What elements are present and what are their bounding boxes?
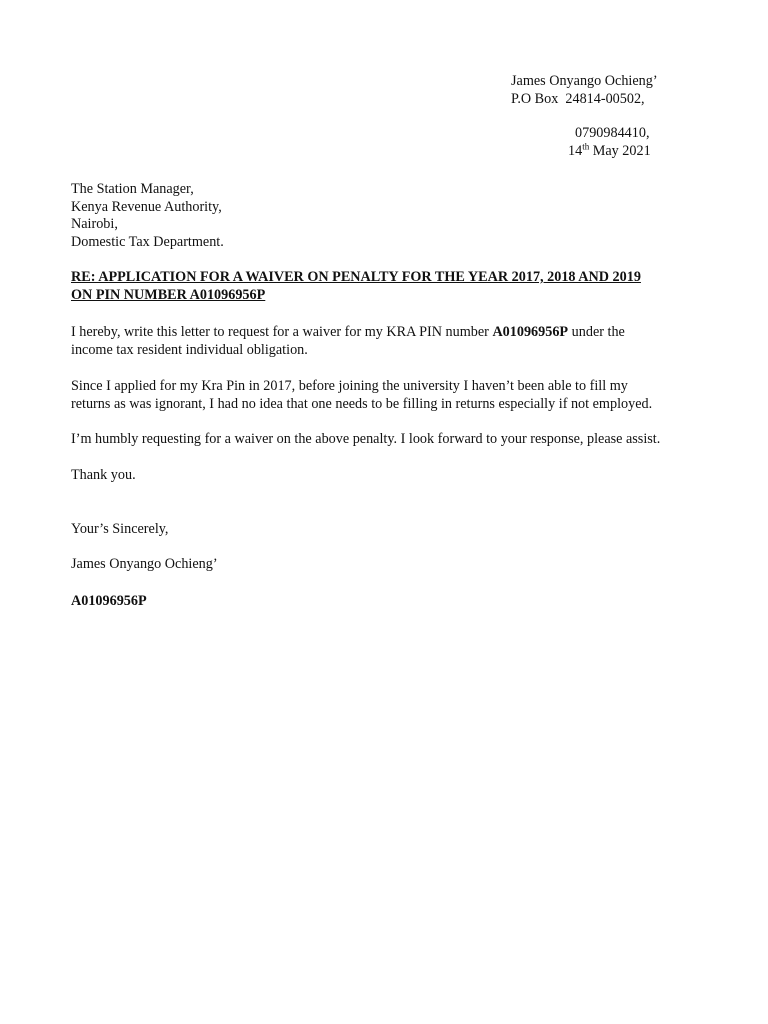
- paragraph-1-line-2: income tax resident individual obligation.: [71, 341, 308, 358]
- body-paragraph-2: [71, 378, 721, 413]
- recipient-address-block: [71, 181, 571, 251]
- paragraph-2-line-2: returns as was ignorant, I had no idea that one needs to be filling in returns especially if not employed.: [71, 395, 653, 412]
- letter-date: [511, 140, 711, 161]
- sender-name: James Onyango Ochieng’: [511, 73, 658, 89]
- closing-text: Your’s Sincerely,: [71, 521, 169, 537]
- recipient-line-3: Nairobi,: [71, 216, 118, 232]
- sender-phone: 0790984410,: [575, 125, 650, 141]
- signature-pin-text: A01096956P: [71, 593, 147, 609]
- paragraph-1-text-b: under the: [568, 324, 625, 340]
- recipient-line-4: Domestic Tax Department.: [71, 233, 224, 250]
- date-suffix: th: [582, 140, 590, 151]
- paragraph-1-line-1: [71, 324, 721, 342]
- closing-salutation: [71, 521, 721, 539]
- date-month-year: May 2021: [589, 142, 651, 159]
- signature-name: [71, 556, 721, 574]
- recipient-line-2: Kenya Revenue Authority,: [71, 198, 222, 215]
- paragraph-3-text: I’m humbly requesting for a waiver on the above penalty. I look forward to your response, please assist.: [71, 431, 661, 447]
- sender-po-box: P.O Box 24814-00502,: [511, 90, 645, 107]
- thank-you-line: [71, 467, 721, 485]
- paragraph-1-text-a: I hereby, write this letter to request for a waiver for my KRA PIN number: [71, 324, 493, 340]
- body-paragraph-3: [71, 431, 721, 449]
- subject-line-1: RE: APPLICATION FOR A WAIVER ON PENALTY FOR THE YEAR 2017, 2018 AND 2019: [71, 269, 641, 285]
- date-day: 14: [568, 142, 583, 159]
- body-paragraph-1: [71, 324, 721, 359]
- sender-address-block: [511, 73, 711, 160]
- paragraph-2-line-1: Since I applied for my Kra Pin in 2017, before joining the university I haven’t been able to fill my: [71, 378, 628, 394]
- recipient-line-1: The Station Manager,: [71, 181, 194, 197]
- subject-heading: [71, 269, 711, 304]
- subject-line-2: ON PIN NUMBER A01096956P: [71, 286, 266, 303]
- paragraph-1-pin: A01096956P: [492, 324, 569, 340]
- signature-pin: [71, 593, 721, 611]
- thank-you-text: Thank you.: [71, 467, 136, 483]
- signature-name-text: James Onyango Ochieng’: [71, 556, 218, 572]
